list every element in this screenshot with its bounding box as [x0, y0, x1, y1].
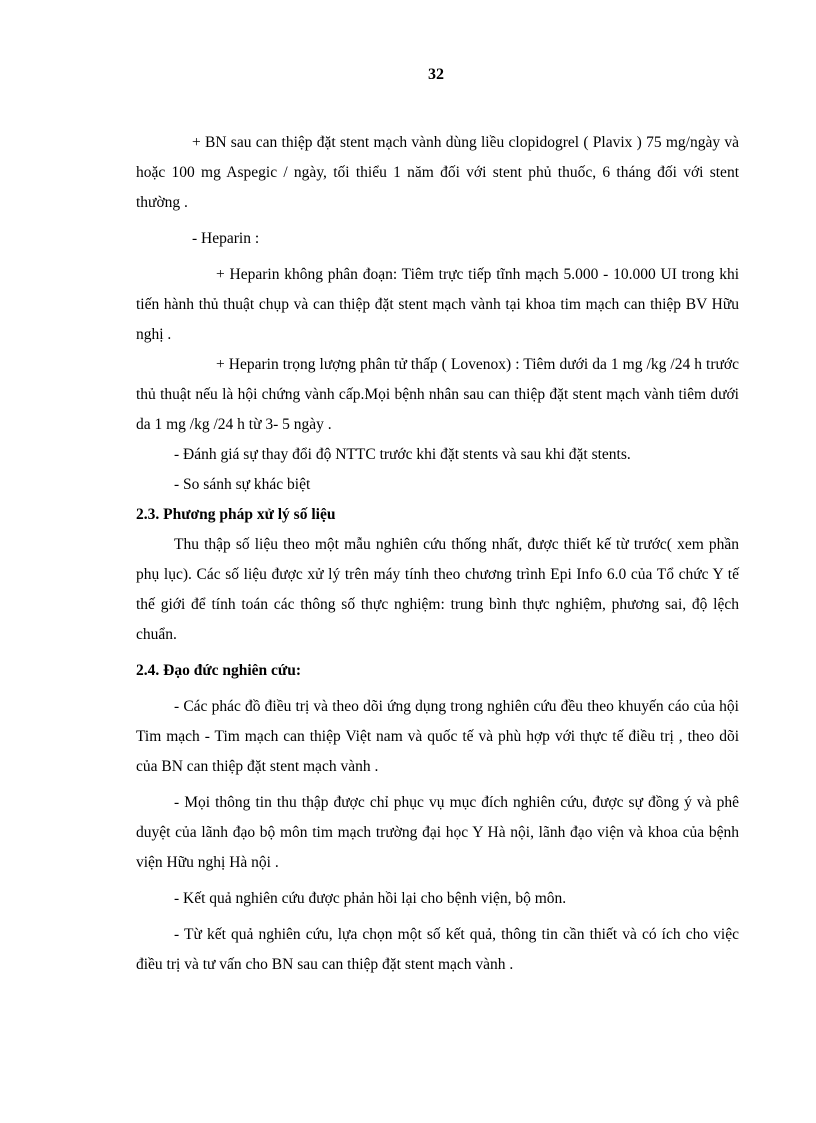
paragraph-ethics-guidelines: - Các phác đồ điều trị và theo dõi ứng dụng trong nghiên cứu đều theo khuyến cáo của hội Tim mạch - Tim mạch can thiệp Việt nam và quốc tế và phù hợp với thực tế điều trị , theo dõi của BN can thiệp đặt stent mạch vành . — [136, 698, 739, 775]
paragraph-compare: - So sánh sự khác biệt — [174, 476, 311, 493]
document-body — [136, 128, 739, 980]
paragraph-ethics-application: - Từ kết quả nghiên cứu, lựa chọn một số kết quả, thông tin cần thiết và có ích cho việc điều trị và tư vấn cho BN sau can thiệp đặt stent mạch vành . — [136, 926, 739, 973]
paragraph-ntt-assessment: - Đánh giá sự thay đổi độ NTTC trước khi đặt stents và sau khi đặt stents. — [174, 446, 631, 463]
section-heading-ethics: 2.4. Đạo đức nghiên cứu: — [136, 662, 302, 679]
paragraph-clopidogrel: + BN sau can thiệp đặt stent mạch vành dùng liều clopidogrel ( Plavix ) 75 mg/ngày và hoặc 100 mg Aspegic / ngày, tối thiểu 1 năm đối với stent phủ thuốc, 6 tháng đối với stent thường . — [136, 134, 739, 211]
paragraph-heparin-lmw: + Heparin trọng lượng phân tử thấp ( Lovenox) : Tiêm dưới da 1 mg /kg /24 h trước thủ thuật nếu là hội chứng vành cấp.Mọi bệnh nhân sau can thiệp đặt stent mạch vành tiêm dưới da 1 mg /kg /24 h từ 3- 5 ngày . — [136, 356, 739, 433]
paragraph-heparin-label: - Heparin : — [192, 230, 260, 247]
paragraph-data-processing: Thu thập số liệu theo một mẫu nghiên cứu thống nhất, được thiết kế từ trước( xem phần phụ lục). Các số liệu được xử lý trên máy tính theo chương trình Epi Info 6.0 của Tổ chức Y tế thế giới để tính toán các thông số thực nghiệm: trung bình thực nghiệm, phương sai, độ lệch chuẩn. — [136, 536, 739, 643]
page-number: 32 — [428, 66, 444, 83]
paragraph-heparin-unfractionated: + Heparin không phân đoạn: Tiêm trực tiếp tĩnh mạch 5.000 - 10.000 UI trong khi tiến hành thủ thuật chụp và can thiệp đặt stent mạch vành tại khoa tim mạch can thiệp BV Hữu nghị . — [136, 266, 739, 343]
paragraph-ethics-confidentiality: - Mọi thông tin thu thập được chỉ phục vụ mục đích nghiên cứu, được sự đồng ý và phê duyệt của lãnh đạo bộ môn tim mạch trường đại học Y Hà nội, lãnh đạo viện và khoa của bệnh viện Hữu nghị Hà nội . — [136, 794, 739, 871]
section-heading-data-processing: 2.3. Phương pháp xử lý số liệu — [136, 506, 336, 523]
paragraph-ethics-feedback: - Kết quả nghiên cứu được phản hồi lại cho bệnh viện, bộ môn. — [174, 890, 567, 907]
